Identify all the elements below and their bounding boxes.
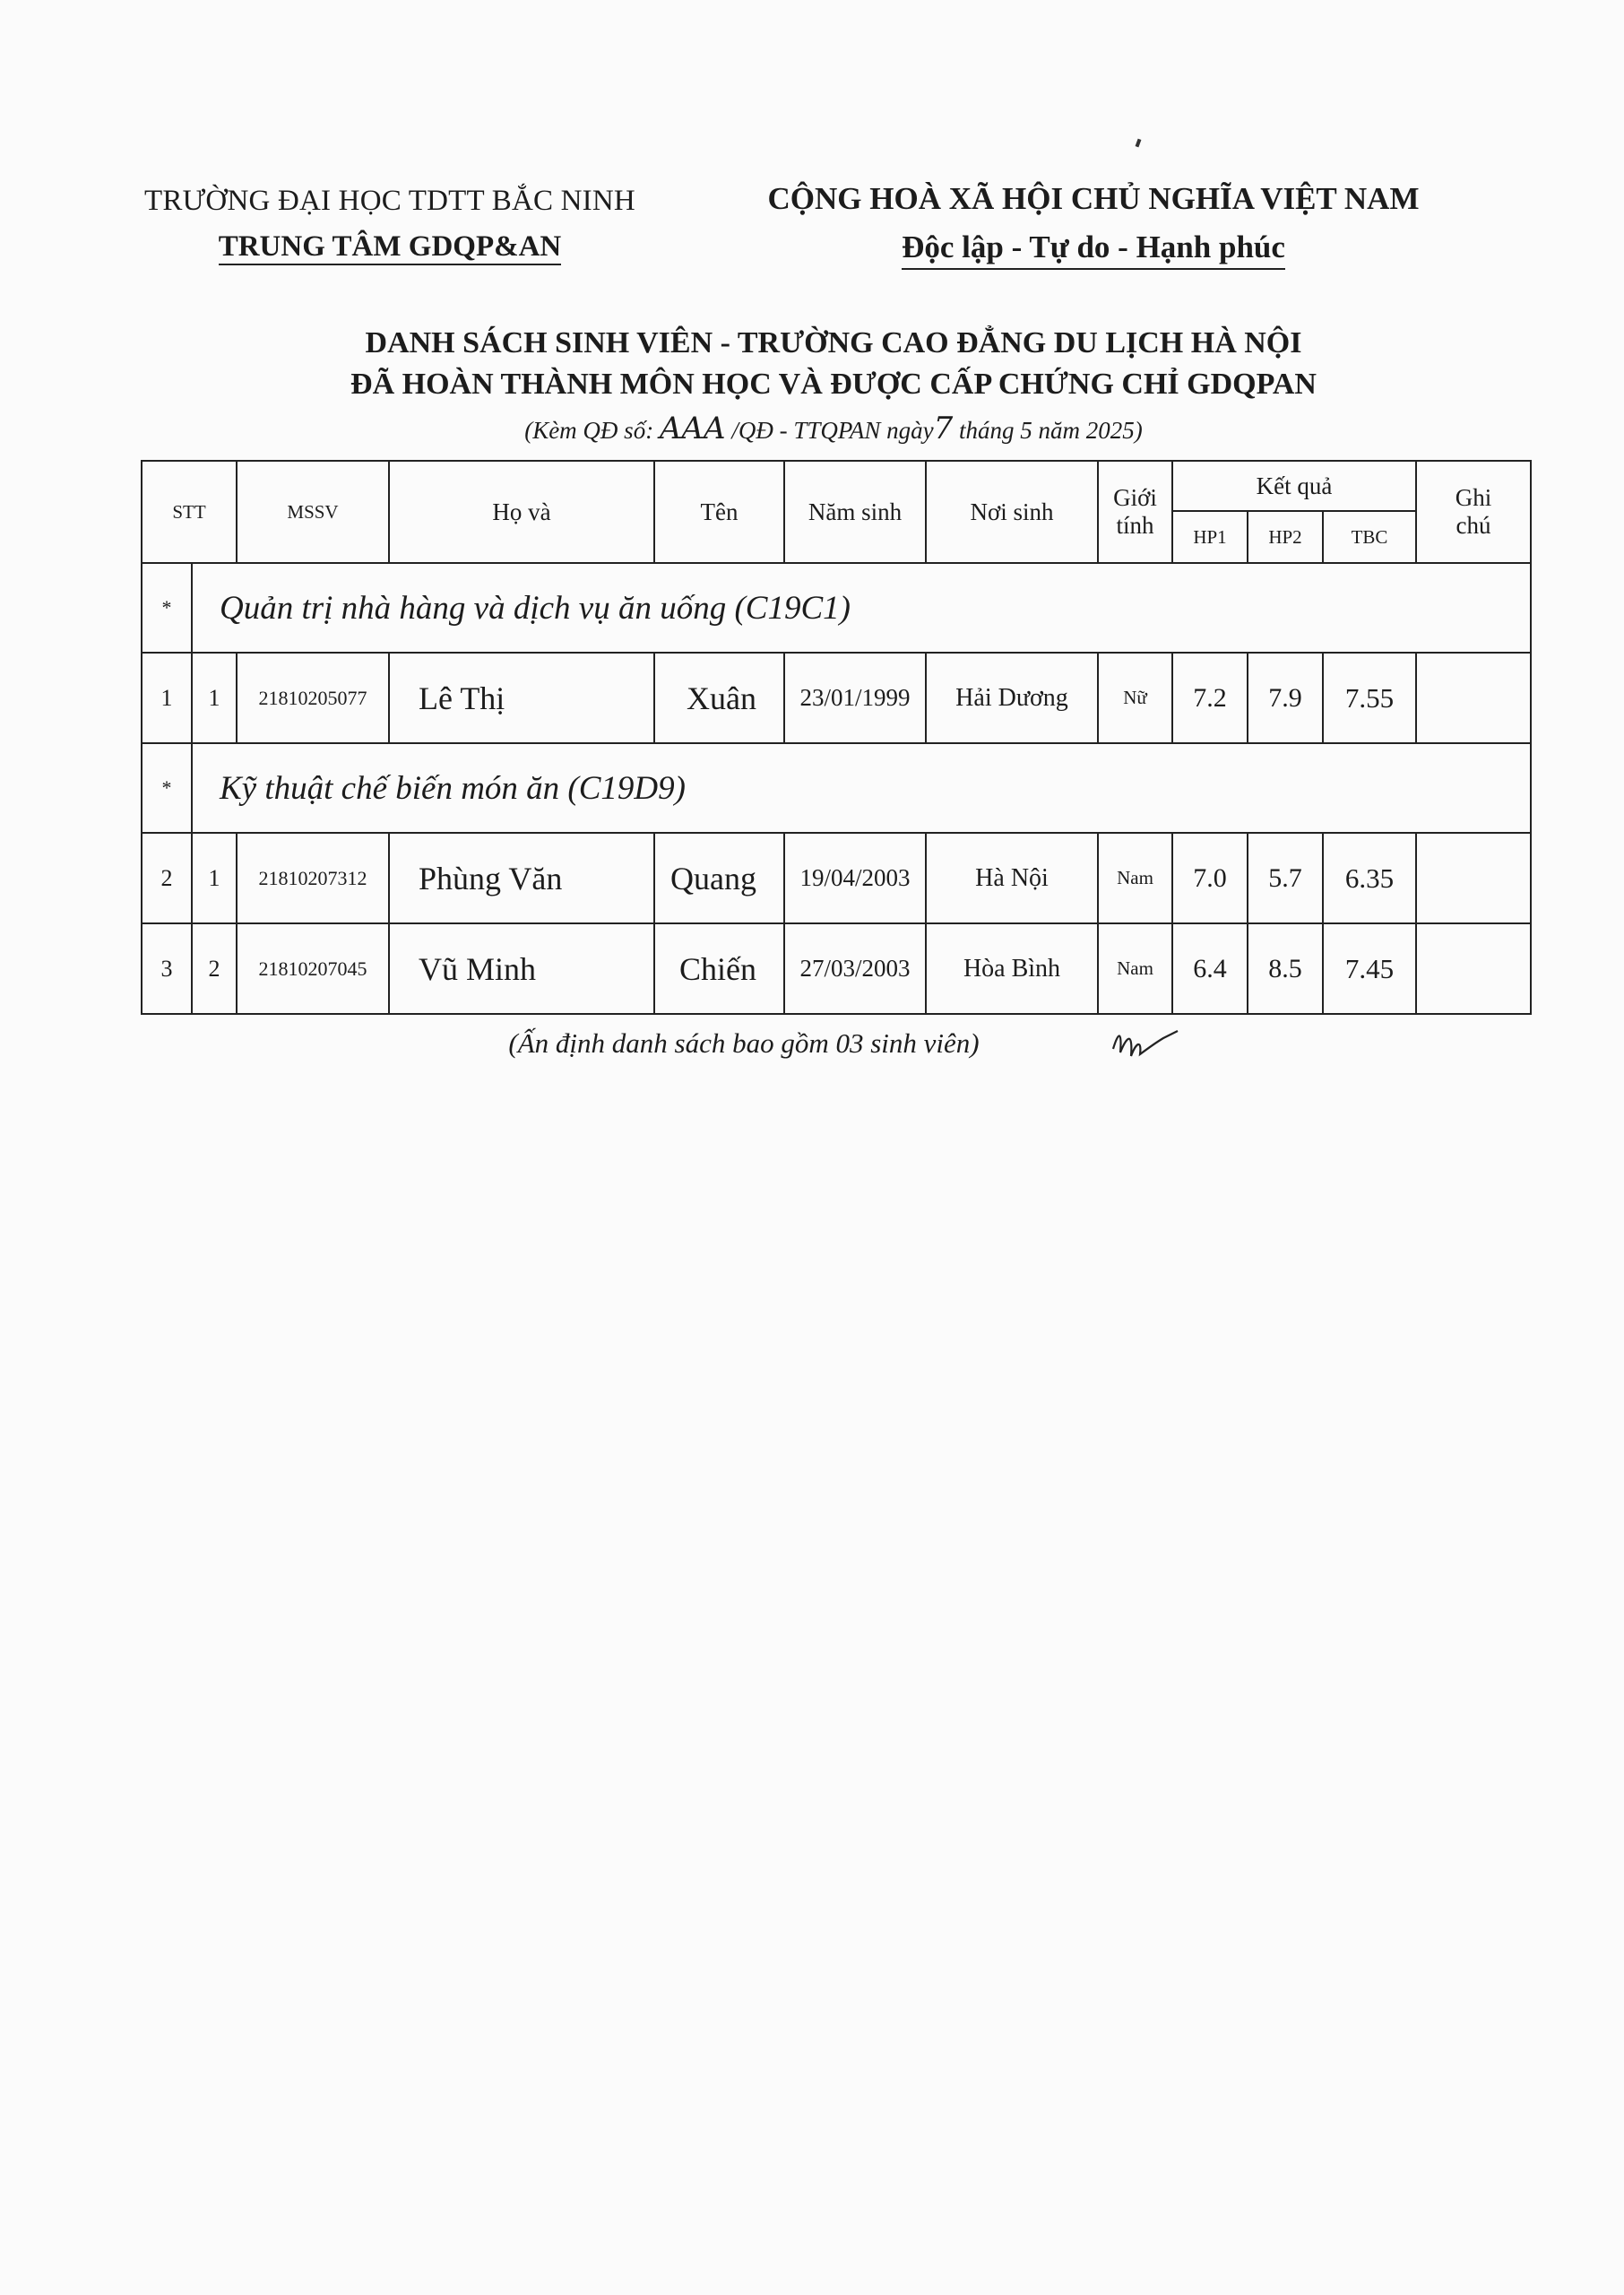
col-header-ghi-chu	[1416, 461, 1531, 563]
cell-sub-stt: 2	[192, 923, 237, 1014]
cell-ho-va: Lê Thị	[389, 653, 654, 743]
cell-nam-sinh: 19/04/2003	[784, 833, 926, 923]
cell-mssv: 21810207312	[237, 833, 389, 923]
cell-hp1: 7.2	[1172, 653, 1248, 743]
decision-reference	[90, 411, 1577, 446]
col-header-ten: Tên	[654, 461, 784, 563]
cell-ghi-chu	[1416, 653, 1531, 743]
cell-noi-sinh: Hải Dương	[926, 653, 1098, 743]
center-name-text: TRUNG TÂM GDQP&AN	[219, 230, 562, 265]
cell-ten: Xuân	[654, 653, 784, 743]
gioi-tinh-line2: tính	[1116, 512, 1154, 539]
cell-gioi-tinh: Nam	[1098, 923, 1172, 1014]
table-row	[142, 833, 1531, 923]
cell-stt: 2	[142, 833, 192, 923]
cell-nam-sinh: 27/03/2003	[784, 923, 926, 1014]
cell-mssv: 21810205077	[237, 653, 389, 743]
group-name: Kỹ thuật chế biến món ăn (C19D9)	[192, 743, 1531, 833]
cell-hp1: 6.4	[1172, 923, 1248, 1014]
cell-ghi-chu	[1416, 923, 1531, 1014]
cell-ten: Chiến	[654, 923, 784, 1014]
cell-nam-sinh: 23/01/1999	[784, 653, 926, 743]
decision-prefix: (Kèm QĐ số:	[524, 417, 660, 444]
cell-hp2: 5.7	[1248, 833, 1323, 923]
cell-gioi-tinh: Nữ	[1098, 653, 1172, 743]
decision-number-handwritten: AAA	[659, 411, 726, 446]
group-marker: *	[142, 743, 192, 833]
cell-ho-va: Vũ Minh	[389, 923, 654, 1014]
national-motto-text: Độc lập - Tự do - Hạnh phúc	[902, 230, 1285, 270]
cell-noi-sinh: Hà Nội	[926, 833, 1098, 923]
ghi-chu-line1: Ghi	[1455, 484, 1492, 511]
col-header-gioi-tinh	[1098, 461, 1172, 563]
cell-noi-sinh: Hòa Bình	[926, 923, 1098, 1014]
document-title-line1: DANH SÁCH SINH VIÊN - TRƯỜNG CAO ĐẲNG DU LỊCH HÀ NỘI	[365, 326, 1302, 359]
group-marker: *	[142, 563, 192, 653]
cell-tbc: 7.45	[1323, 923, 1416, 1014]
cell-stt: 1	[142, 653, 192, 743]
national-motto	[735, 230, 1452, 265]
cell-stt: 3	[142, 923, 192, 1014]
col-header-ho-va: Họ và	[389, 461, 654, 563]
group-name: Quản trị nhà hàng và dịch vụ ăn uống (C19C1)	[192, 563, 1531, 653]
cell-sub-stt: 1	[192, 833, 237, 923]
cell-hp2: 7.9	[1248, 653, 1323, 743]
cell-hp1: 7.0	[1172, 833, 1248, 923]
cell-gioi-tinh: Nam	[1098, 833, 1172, 923]
national-title: CỘNG HOÀ XÃ HỘI CHỦ NGHĨA VIỆT NAM	[767, 181, 1420, 216]
col-header-noi-sinh: Nơi sinh	[926, 461, 1098, 563]
gioi-tinh-line1: Giới	[1113, 484, 1157, 511]
cell-sub-stt: 1	[192, 653, 237, 743]
col-header-nam-sinh: Năm sinh	[784, 461, 926, 563]
col-header-tbc: TBC	[1323, 511, 1416, 563]
document-title-line2: ĐÃ HOÀN THÀNH MÔN HỌC VÀ ĐƯỢC CẤP CHỨNG CHỈ GDQPAN	[350, 368, 1317, 401]
decision-suffix: tháng 5 năm 2025)	[953, 417, 1143, 444]
signature-mark	[1110, 1022, 1181, 1067]
cell-tbc: 7.55	[1323, 653, 1416, 743]
scan-speck	[1136, 139, 1142, 148]
student-table	[141, 460, 1532, 1015]
group-row	[142, 563, 1531, 653]
cell-ten: Quang	[654, 833, 784, 923]
cell-mssv: 21810207045	[237, 923, 389, 1014]
group-row	[142, 743, 1531, 833]
decision-middle: /QĐ - TTQPAN ngày	[725, 417, 934, 444]
col-header-mssv: MSSV	[237, 461, 389, 563]
col-header-ket-qua: Kết quả	[1172, 461, 1416, 511]
header-row	[142, 461, 1531, 511]
center-name	[143, 230, 636, 264]
cell-ghi-chu	[1416, 833, 1531, 923]
cell-ho-va: Phùng Văn	[389, 833, 654, 923]
table-row	[142, 923, 1531, 1014]
ghi-chu-line2: chú	[1456, 512, 1491, 539]
list-footnote: (Ấn định danh sách bao gồm 03 sinh viên)	[508, 1027, 980, 1059]
cell-hp2: 8.5	[1248, 923, 1323, 1014]
col-header-hp1: HP1	[1172, 511, 1248, 563]
col-header-hp2: HP2	[1248, 511, 1323, 563]
school-name: TRƯỜNG ĐẠI HỌC TDTT BẮC NINH	[144, 185, 635, 217]
col-header-stt: STT	[142, 461, 237, 563]
decision-day-handwritten: 7	[933, 411, 954, 446]
table-row	[142, 653, 1531, 743]
cell-tbc: 6.35	[1323, 833, 1416, 923]
